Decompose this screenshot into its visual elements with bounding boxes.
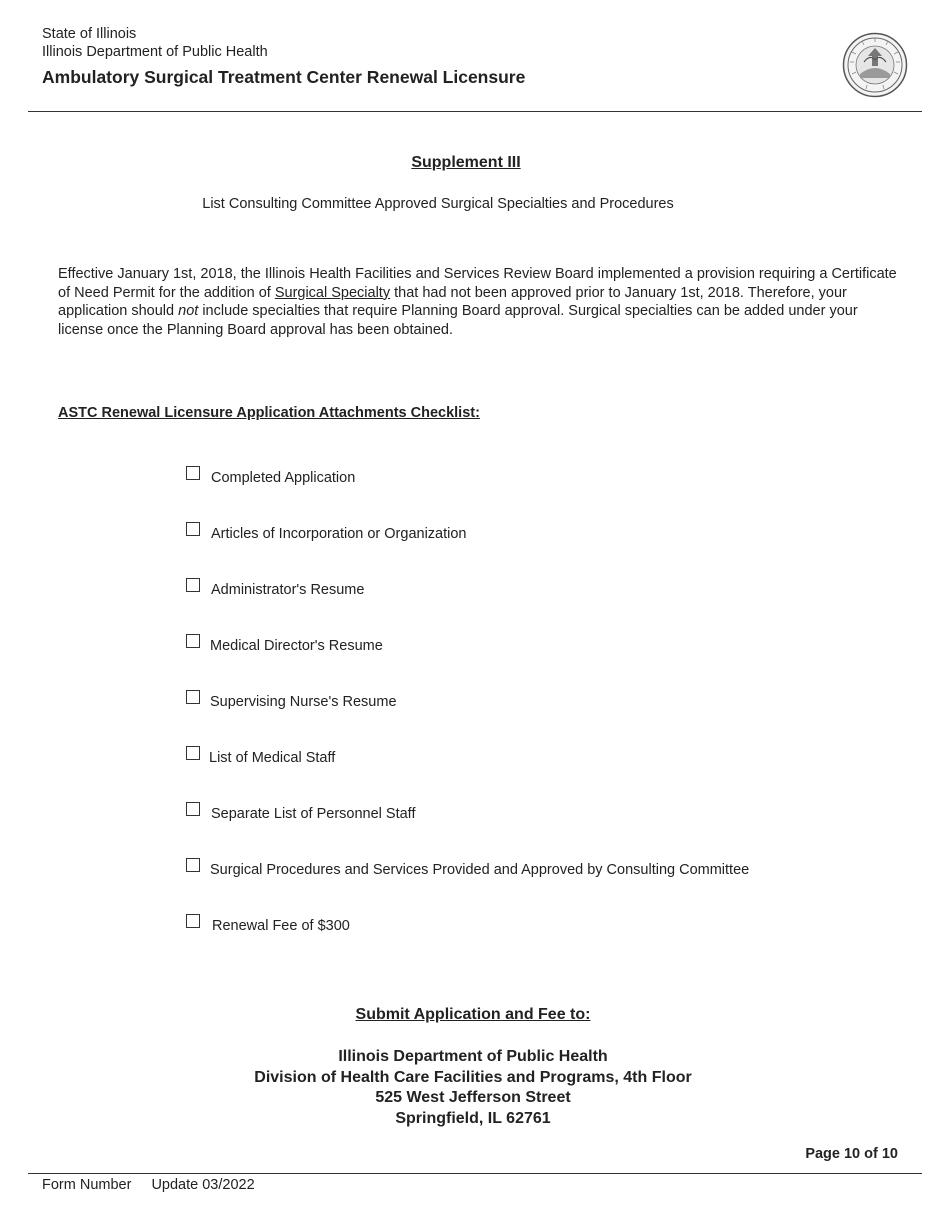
illinois-state-seal-icon (842, 32, 908, 98)
supplement-title: Supplement III (411, 154, 521, 171)
notice-underlined-term: Surgical Specialty (274, 284, 391, 301)
checkbox[interactable] (186, 578, 200, 592)
checkbox[interactable] (186, 522, 200, 536)
checklist-item[interactable] (186, 746, 335, 766)
checkbox[interactable] (186, 466, 200, 480)
checklist-item[interactable] (186, 802, 415, 822)
checklist-item-label: List of Medical Staff (209, 750, 336, 766)
checkbox[interactable] (186, 690, 200, 704)
checklist-item[interactable] (186, 858, 749, 878)
checklist-item[interactable] (186, 522, 467, 542)
update-date: Update 03/2022 (151, 1177, 255, 1193)
page-title: Ambulatory Surgical Treatment Center Renewal Licensure (42, 67, 526, 87)
checklist-item[interactable] (186, 690, 397, 710)
form-number: Form Number (42, 1177, 132, 1193)
header-state: State of Illinois (42, 26, 137, 42)
address-line: 525 West Jefferson Street (375, 1089, 571, 1106)
address-line: Illinois Department of Public Health (338, 1048, 608, 1065)
footer (42, 1177, 255, 1193)
checklist-item-label: Supervising Nurse's Resume (210, 694, 397, 710)
checkbox[interactable] (186, 914, 200, 928)
checklist-item-label: Articles of Incorporation or Organization (211, 526, 467, 542)
checklist-item-label: Completed Application (211, 470, 356, 486)
checklist-heading: ASTC Renewal Licensure Application Attachments Checklist: (58, 405, 480, 421)
submit-heading: Submit Application and Fee to: (355, 1006, 591, 1023)
checkbox[interactable] (186, 858, 200, 872)
checklist-item[interactable] (186, 634, 383, 654)
header-divider (28, 111, 922, 112)
header-department: Illinois Department of Public Health (42, 44, 268, 60)
checklist-item[interactable] (186, 466, 355, 486)
checklist-item-label: Administrator's Resume (211, 582, 365, 598)
page-number: Page 10 of 10 (805, 1146, 898, 1162)
checkbox[interactable] (186, 634, 200, 648)
footer-divider (28, 1173, 922, 1174)
checkbox[interactable] (186, 746, 200, 760)
notice-text-1: Effective January 1st, 2018, the Illinois Health Facilities and Services Review Board implemented a provision requiring a Certificate of Need Permit for the addition of (58, 266, 897, 301)
address-line: Division of Health Care Facilities and Programs, 4th Floor (254, 1069, 692, 1086)
notice-text-2: that had not been approved prior to January 1st, 2018. Therefore, your application should (58, 284, 847, 319)
checklist-item-label: Renewal Fee of $300 (212, 918, 350, 934)
checklist-item-label: Surgical Procedures and Services Provided and Approved by Consulting Committee (210, 862, 750, 878)
checklist-item[interactable] (186, 578, 364, 598)
checkbox[interactable] (186, 802, 200, 816)
checklist-item[interactable] (186, 914, 350, 934)
checklist-item-label: Separate List of Personnel Staff (211, 806, 416, 822)
supplement-subtitle: List Consulting Committee Approved Surgical Specialties and Procedures (202, 196, 674, 212)
notice-emphasis: not (178, 303, 199, 319)
address-line: Springfield, IL 62761 (395, 1110, 551, 1127)
notice-paragraph (58, 265, 898, 339)
checklist-item-label: Medical Director's Resume (210, 638, 383, 654)
notice-text-3: include specialties that require Planning Board approval. Surgical specialties can be added under your license once the Planning Board approval has been obtained. (58, 303, 858, 338)
